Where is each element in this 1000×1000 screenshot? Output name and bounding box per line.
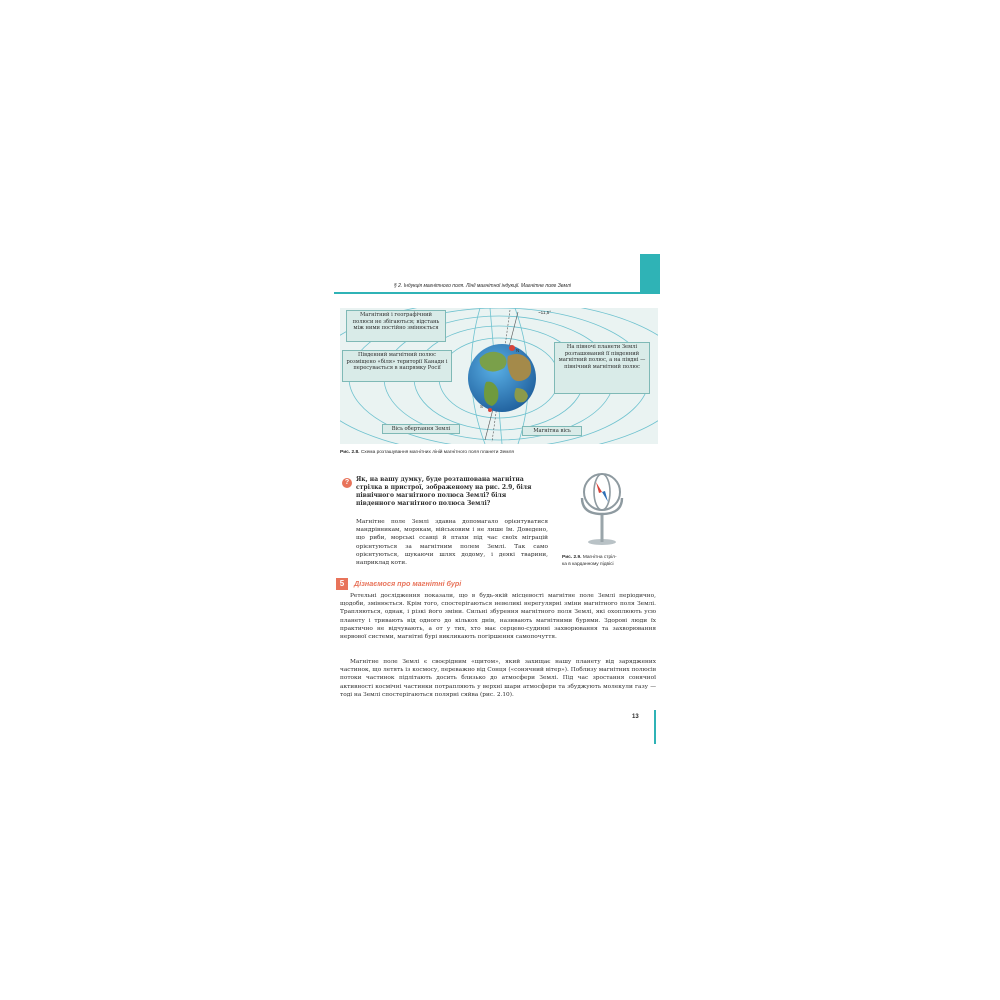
question-text: Як, на вашу думку, буде розташована магнітна стрілка в пристрої, зображеному на рис. 2.9, біля північного магнітного полюса Землі? біля південного магнітного полюса Землі? [356,476,532,507]
question-icon: ? [342,478,352,488]
page-side-rule [654,710,656,744]
callout-south-magnetic-pole: Південний магнітний полюс розміщено «біля» території Канади і пересувається в напрямку Росії [342,350,452,382]
paragraph-magnetic-storms: Ретельні дослідження показали, що в будь-якій місцевості магнітне поле Землі періодично, щодоби, змінюється. Крім того, спостерігаються невеликі нерегулярні зміни магнітного поля Землі. Трапляються, однак, і різкі його зміни. Сильні збурення магнітного поля Землі, які охоплюють усю планету і тривають від одного до кількох днів, називають магнітними бурями. Здорові люди їх практично не відчувають, а от у тих, хто має серцево-судинні захворювання та захворювання нервової системи, магнітні бурі викликають погіршення самопочуття. [340,593,656,641]
callout-rotation-axis: Вісь обертання Землі [382,424,460,434]
gimbal-compass-illustration [574,468,630,548]
running-head: § 2. Індукція магнітного поля. Лінії магнітної індукції. Магнітне поле Землі [394,283,571,289]
header-rule [334,292,660,294]
north-label: N [516,348,520,353]
figure-2-9-caption [562,554,617,568]
caption-2-9-number: Рис. 2.9. [562,555,582,560]
paragraph-earth-shield: Магнітне поле Землі є своєрідним «щитом», який захищає нашу планету від заряджених частинок, що летять із космосу, переважно від Сонця («сонячний вітер»). Поблизу магнітних полюсів потоки частинок підлітають досить близько до атмосфери Землі. Під час зростання сонячної активності космічні частинки потрапляють у верхні шари атмосфери та збуджують молекули газу — тоді на Землі спостерігаються полярні сяйва (рис. 2.10). [340,659,656,698]
paragraph-orientation: Магнітне поле Землі здавна допомагало орієнтуватися мандрівникам, морякам, військовим і не лише їм. Доведено, що риби, морські ссавці й птахи під час своїх міграцій орієнтуються за магнітним полем Землі. Так само орієнтуються, шукаючи шлях додому, і деякі тварини, наприклад коти. [356,519,548,567]
section-title: Дізнаємося про магнітні бурі [354,579,462,588]
caption-text: Схема розташування магнітних ліній магнітного поля планети Земля [359,450,514,455]
tilt-angle-label: ~11,5° [538,310,552,315]
section-number-badge: 5 [336,578,348,590]
page-number: 13 [632,714,639,720]
callout-north-south-poles: На півночі планети Землі розташований її південний магнітний полюс, а на півдні — північний магнітний полюс [554,342,650,394]
figure-earth-magnetic-field [340,308,658,444]
textbook-page [334,250,660,750]
caption-2-9-line-1: Магнітна стріл- [581,555,617,560]
figure-2-8-caption [340,450,514,455]
caption-2-9-line-2: ка в карданному підвісі [562,562,614,567]
callout-magnetic-axis: Магнітна вісь [522,426,582,436]
chapter-tab [640,254,660,292]
caption-number: Рис. 2.8. [340,450,360,455]
south-label: S [480,404,484,409]
callout-poles-not-coincide: Магнітний і географічний полюси не збігаються; відстань між ними постійно змінюється [346,310,446,342]
